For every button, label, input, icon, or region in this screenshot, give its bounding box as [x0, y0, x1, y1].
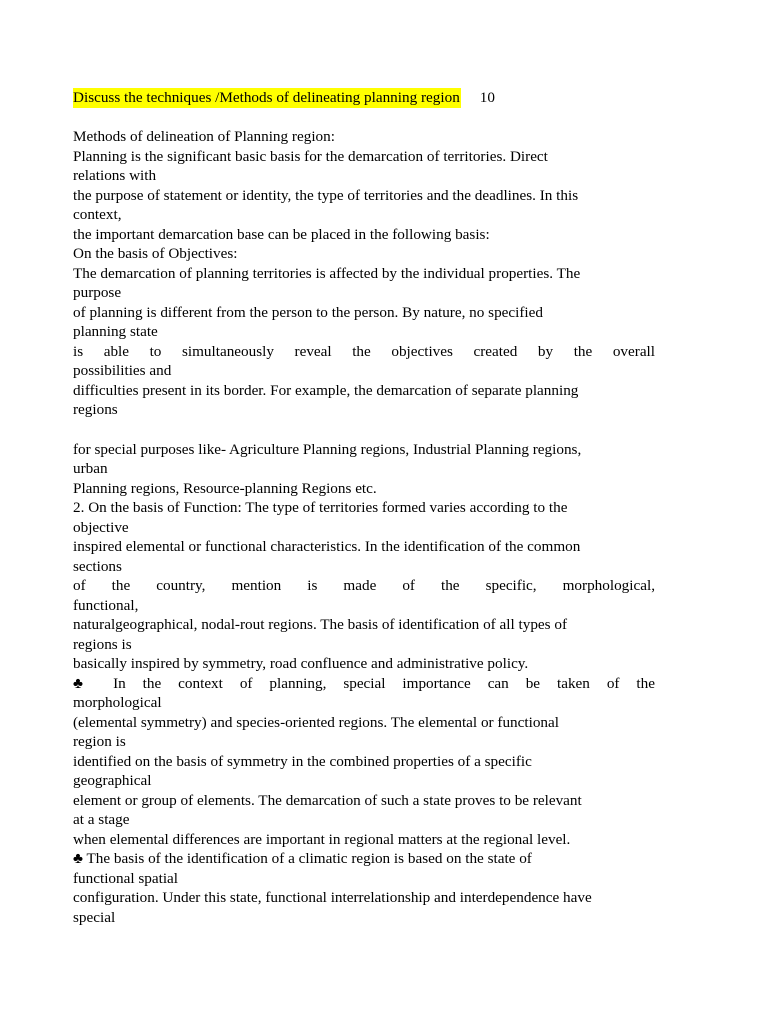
question-heading: Discuss the techniques /Methods of delineating planning region [73, 89, 460, 106]
spacer [73, 110, 693, 127]
text-line: Planning regions, Resource-planning Regions etc. [73, 479, 377, 497]
text-line: Planning is the significant basic basis for the demarcation of territories. Direct [73, 147, 548, 165]
text-line: the important demarcation base can be placed in the following basis: [73, 225, 490, 243]
text-line: regions [73, 401, 118, 418]
text-line: morphological [73, 694, 162, 711]
text-line: The demarcation of planning territories is affected by the individual properties. The [73, 264, 581, 282]
text-line: element or group of elements. The demarcation of such a state proves to be relevant [73, 791, 582, 809]
text-line: 2. On the basis of Function: The type of territories formed varies according to the [73, 499, 568, 516]
text-line: objective [73, 518, 129, 536]
text-line: context, [73, 206, 122, 223]
text-line: (elemental symmetry) and species-oriented regions. The elemental or functional [73, 713, 559, 731]
text-line: sections [73, 557, 122, 575]
text-line: identified on the basis of symmetry in the combined properties of a specific [73, 752, 532, 770]
text-line: at a stage [73, 811, 130, 828]
text-line: region is [73, 733, 126, 750]
text-line: geographical [73, 772, 152, 789]
text-line: On the basis of Objectives: [73, 245, 238, 262]
text-line: for special purposes like- Agriculture Planning regions, Industrial Planning regions, [73, 440, 582, 458]
text-line: naturalgeographical, nodal-rout regions. The basis of identification of all types of [73, 616, 568, 633]
text-line: Methods of delineation of Planning region: [73, 128, 335, 145]
text-line: ♣ The basis of the identification of a climatic region is based on the state of [73, 850, 532, 867]
text-line: functional, [73, 596, 139, 614]
document-page [73, 88, 693, 927]
answer-body [73, 127, 693, 927]
text-line: functional spatial [73, 869, 179, 887]
text-line: difficulties present in its border. For example, the demarcation of separate planning [73, 381, 579, 399]
text-line: when elemental differences are important in regional matters at the regional level. [73, 830, 571, 848]
text-line: possibilities and [73, 362, 172, 379]
text-line: ♣ In the context of planning, special importance can be taken of the [73, 674, 655, 692]
text-line: inspired elemental or functional characteristics. In the identification of the common [73, 538, 581, 555]
question-marks: 10 [479, 89, 495, 106]
text-line: purpose [73, 284, 122, 301]
text-line: regions is [73, 635, 132, 653]
text-line: of planning is different from the person to the person. By nature, no specified [73, 303, 543, 321]
question-row [73, 88, 693, 110]
text-line: is able to simultaneously reveal the objectives created by the overall [73, 342, 655, 360]
text-line: the purpose of statement or identity, the type of territories and the deadlines. In this [73, 186, 579, 204]
text-line: urban [73, 460, 108, 477]
text-line: special [73, 908, 116, 926]
text-line: configuration. Under this state, functional interrelationship and interdependence have [73, 889, 592, 906]
text-line: planning state [73, 323, 158, 340]
paragraph-gap [73, 420, 693, 440]
text-line: basically inspired by symmetry, road confluence and administrative policy. [73, 655, 529, 672]
text-line: relations with [73, 167, 157, 184]
text-line: of the country, mention is made of the specific, morphological, [73, 577, 655, 594]
